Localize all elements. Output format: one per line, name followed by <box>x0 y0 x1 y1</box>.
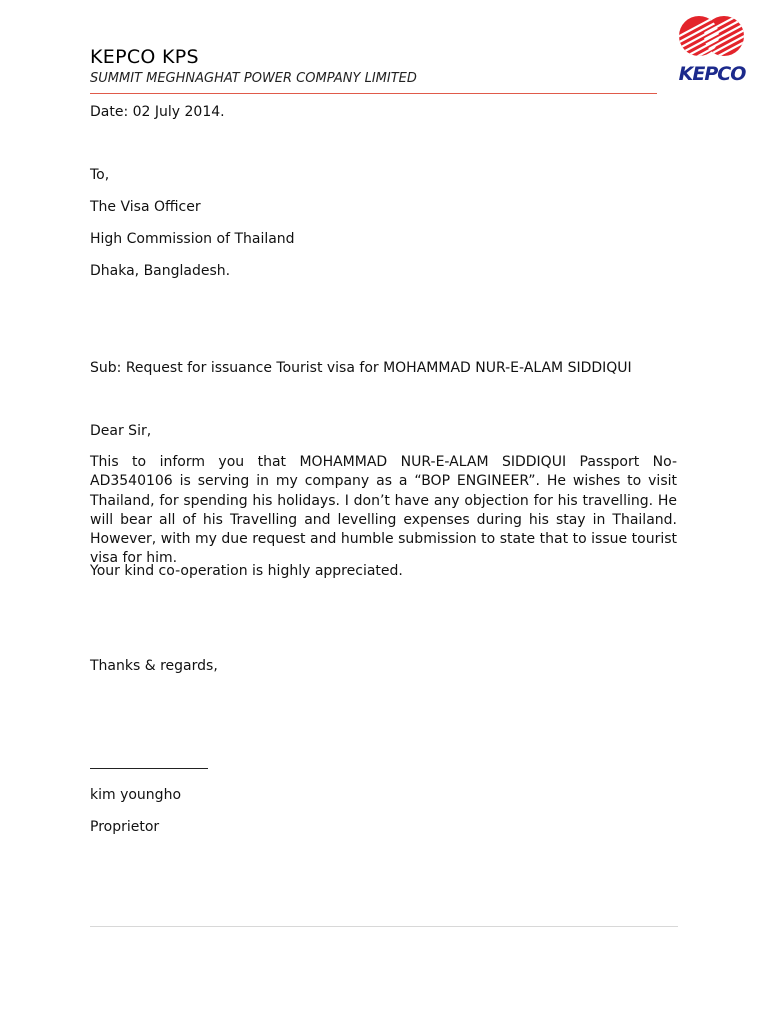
signatory-name: kim youngho <box>90 787 182 803</box>
logo-wordmark: KEPCO <box>678 63 746 85</box>
subject-line: Sub: Request for issuance Tourist visa for MOHAMMAD NUR-E-ALAM SIDDIQUI <box>90 360 632 376</box>
body-paragraph: Your kind co-operation is highly appreciated. <box>90 563 403 579</box>
recipient-line: The Visa Officer <box>90 199 201 215</box>
recipient-line: Dhaka, Bangladesh. <box>90 263 231 279</box>
signature-line <box>90 768 208 769</box>
kepco-logo-mark-icon <box>672 12 752 64</box>
company-subtitle: SUMMIT MEGHNAGHAT POWER COMPANY LIMITED <box>90 71 417 86</box>
footer-divider <box>90 926 678 927</box>
to-line: To, <box>90 167 110 183</box>
salutation: Dear Sir, <box>90 423 152 439</box>
company-name: KEPCO KPS <box>90 46 199 68</box>
body-paragraph: This to inform you that MOHAMMAD NUR-E-ALAM SIDDIQUI Passport No- AD3540106 is serving in my company as a “BOP ENGINEER”. He wishes to visit Thailand, for spending his holidays. I don’t have any objection for his travelling. He will bear all of his Travelling and levelling expenses during his stay in Thailand. However, with my due request and humble submission to state that to issue tourist visa for him. <box>90 454 677 567</box>
recipient-line: High Commission of Thailand <box>90 231 295 247</box>
kepco-logo <box>672 12 752 86</box>
closing: Thanks & regards, <box>90 658 218 674</box>
letter-date: Date: 02 July 2014. <box>90 104 225 120</box>
header-divider <box>90 93 657 94</box>
signatory-title: Proprietor <box>90 819 160 835</box>
